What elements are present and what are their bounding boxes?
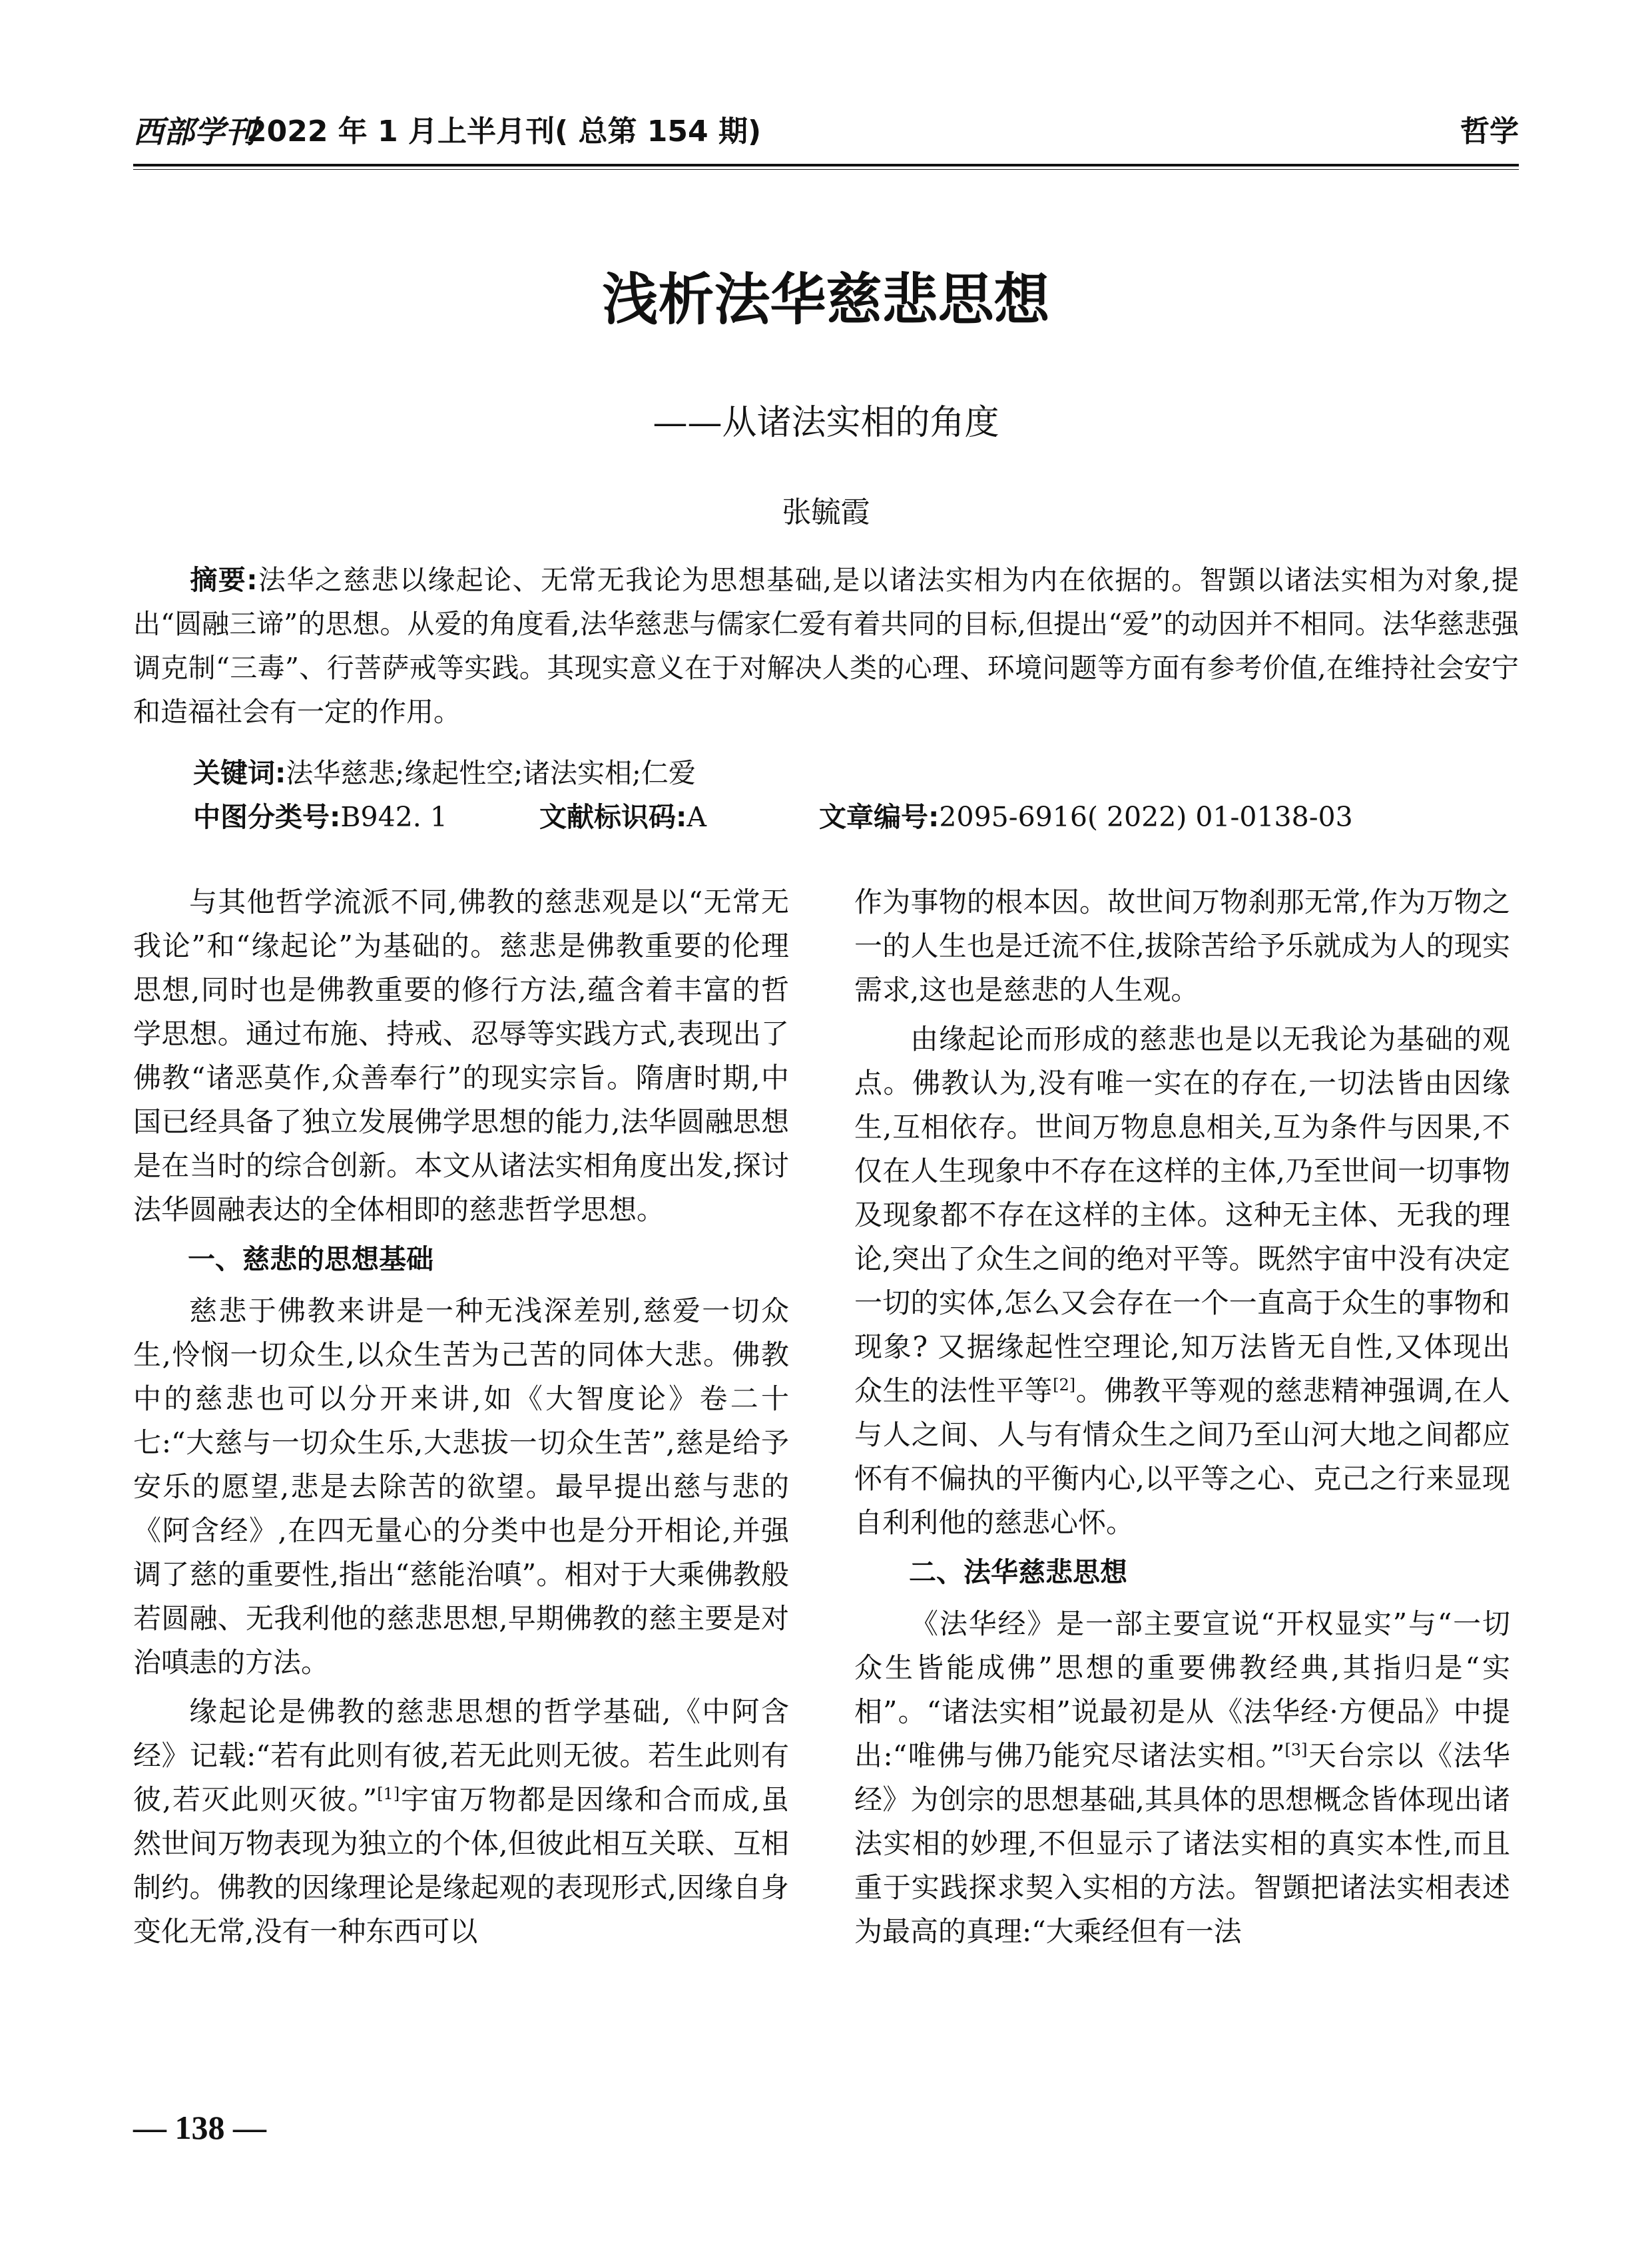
keywords <box>193 751 1519 795</box>
abstract-label: 摘要: <box>189 564 258 596</box>
body-column-right <box>854 880 1510 1959</box>
clc-value: B942. 1 <box>340 801 447 833</box>
header-rule <box>133 164 1519 166</box>
paragraph: 与其他哲学流派不同,佛教的慈悲观是以“无常无我论”和“缘起论”为基础的。慈悲是佛教重要的伦理思想,同时也是佛教重要的修行方法,蕴含着丰富的哲学思想。通过布施、持戒、忍辱等实践方式,表现出了佛教“诸恶莫作,众善奉行”的现实宗旨。隋唐时期,中国已经具备了独立发展佛学思想的能力,法华圆融思想是在当时的综合创新。本文从诸法实相角度出发,探讨法华圆融表达的全体相即的慈悲哲学思想。 <box>133 886 789 1226</box>
paragraph <box>854 1602 1510 1954</box>
author-name: 张毓霞 <box>782 495 870 529</box>
paragraph <box>133 1690 789 1954</box>
citation-ref: [2] <box>1053 1376 1076 1394</box>
paragraph-text: 天台宗以《法华经》为创宗的思想基础,其具体的思想概念皆体现出诸法实相的妙理,不但显示了诸法实相的真实本性,而且重于实践探求契入实相的方法。智顗把诸法实相表述为最高的真理:“大乘经但有一法 <box>854 1739 1510 1948</box>
citation-ref: [3] <box>1284 1741 1308 1759</box>
paragraph-text: 。佛教平等观的慈悲精神强调,在人与人之间、人与有情众生之间乃至山河大地之间都应怀有不偏执的平衡内心,以平等之心、克己之行来显现自利利他的慈悲心怀。 <box>854 1374 1510 1539</box>
body-column-left <box>133 880 789 1959</box>
paragraph <box>854 1017 1510 1545</box>
classification-line <box>193 795 1519 839</box>
page-number: — 138 — <box>133 2109 266 2146</box>
paragraph: 作为事物的根本因。故世间万物刹那无常,作为万物之一的人生也是迁流不住,拔除苦给予乐就成为人的现实需求,这也是慈悲的人生观。 <box>854 886 1510 1006</box>
header-rule-thin <box>133 169 1519 170</box>
clc-label: 中图分类号: <box>193 801 341 833</box>
paragraph: 慈悲于佛教来讲是一种无浅深差别,慈爱一切众生,怜悯一切众生,以众生苦为己苦的同体大悲。佛教中的慈悲也可以分开来讲,如《大智度论》卷二十七:“大慈与一切众生乐,大悲拔一切众生苦”,慈是给予安乐的愿望,悲是去除苦的欲望。最早提出慈与悲的《阿含经》,在四无量心的分类中也是分开相论,并强调了慈的重要性,指出“慈能治嗔”。相对于大乘佛教般若圆融、无我利他的慈悲思想,早期佛教的慈主要是对治嗔恚的方法。 <box>133 1294 789 1679</box>
abstract <box>133 558 1519 734</box>
section-heading: 二、法华慈悲思想 <box>909 1556 1127 1588</box>
paragraph-text: 《法华经》是一部主要宣说“开权显实”与“一切众生皆能成佛”思想的重要佛教经典,其指归是“实相”。“诸法实相”说最初是从《法华经·方便品》中提出:“唯佛与佛乃能究尽诸法实相。” <box>854 1607 1510 1772</box>
article-no-value: 2095-6916( 2022) 01-0138-03 <box>939 801 1353 833</box>
paragraph-text: 由缘起论而形成的慈悲也是以无我论为基础的观点。佛教认为,没有唯一实在的存在,一切法皆由因缘生,互相依存。世间万物息息相关,互为条件与因果,不仅在人生现象中不存在这样的主体,乃至世间一切事物及现象都不存在这样的主体。这种无主体、无我的理论,突出了众生之间的绝对平等。既然宇宙中没有决定一切的实体,怎么又会存在一个一直高于众生的事物和现象? 又据缘起性空理论,知万法皆无自性,又体现出众生的法性平等 <box>854 1023 1510 1407</box>
keywords-text: 法华慈悲;缘起性空;诸法实相;仁爱 <box>286 757 696 789</box>
doc-code-value: A <box>687 801 707 833</box>
keywords-label: 关键词: <box>193 757 286 789</box>
article-subtitle: ——从诸法实相的角度 <box>653 403 999 443</box>
article-no-label: 文章编号: <box>819 801 940 833</box>
journal-logo: 西部学刊 <box>133 114 256 150</box>
section-heading: 一、慈悲的思想基础 <box>188 1243 433 1275</box>
paragraph-text: 缘起论是佛教的慈悲思想的哲学基础,《中阿含经》记载:“若有此则有彼,若无此则无彼。若生此则有彼,若灭此则灭彼。” <box>133 1695 789 1816</box>
article-title: 浅析法华慈悲思想 <box>602 267 1050 332</box>
issue-info: 2022 年 1 月上半月刊( 总第 154 期) <box>246 115 762 148</box>
abstract-text: 法华之慈悲以缘起论、无常无我论为思想基础,是以诸法实相为内在依据的。智顗以诸法实相为对象,提出“圆融三谛”的思想。从爱的角度看,法华慈悲与儒家仁爱有着共同的目标,但提出“爱”的动因并不相同。法华慈悲强调克制“三毒”、行菩萨戒等实践。其现实意义在于对解决人类的心理、环境问题等方面有参考价值,在维持社会安宁和造福社会有一定的作用。 <box>133 564 1519 728</box>
citation-ref: [1] <box>377 1785 400 1803</box>
running-header <box>133 112 1519 158</box>
doc-code-label: 文献标识码: <box>539 801 687 833</box>
section-label: 哲学 <box>1460 115 1519 148</box>
paragraph-text: 宇宙万物都是因缘和合而成,虽然世间万物表现为独立的个体,但彼此相互关联、互相制约。佛教的因缘理论是缘起观的表现形式,因缘自身变化无常,没有一种东西可以 <box>133 1783 789 1948</box>
